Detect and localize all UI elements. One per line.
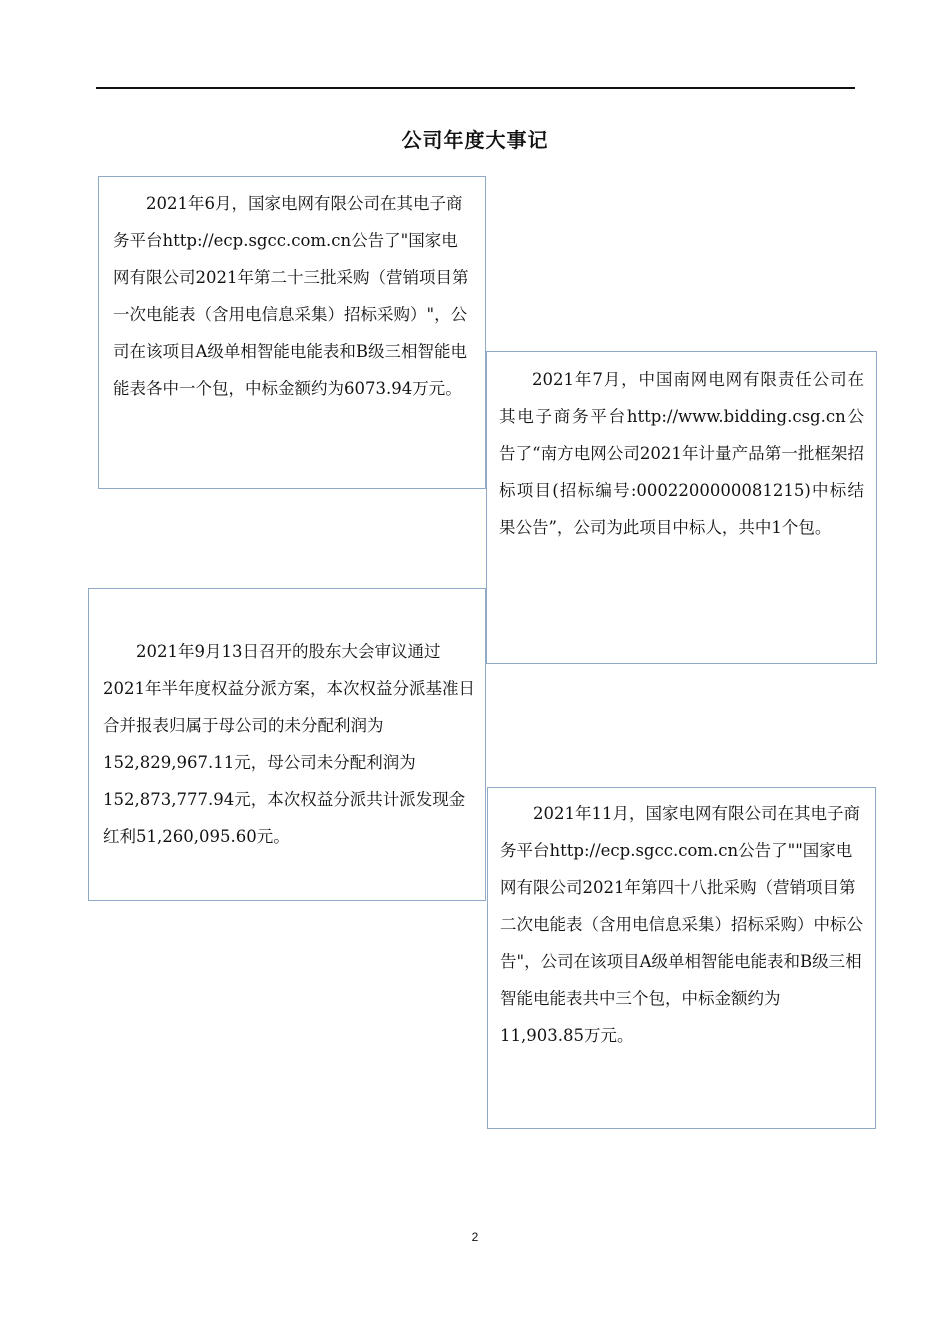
event-text: 2021年6月，国家电网有限公司在其电子商务平台http://ecp.sgcc.com.cn公告了"国家电网有限公司2021年第二十三批采购（营销项目第一次电能表（含用电信息采集）招标采购）"，公司在该项目A级单相智能电能表和B级三相智能电能表各中一个包，中标金额约为6073.94万元。 — [113, 194, 469, 398]
event-box-september — [88, 588, 486, 901]
page-title: 公司年度大事记 — [401, 128, 549, 152]
event-text: 2021年9月13日召开的股东大会审议通过2021年半年度权益分派方案，本次权益分派基准日合并报表归属于母公司的未分配利润为152,829,967.11元，母公司未分配利润为152,873,777.94元，本次权益分派共计派发现金红利51,260,095.60元。 — [103, 642, 475, 846]
event-text: 2021年7月，中国南网电网有限责任公司在其电子商务平台http://www.bidding.csg.cn公告了“南方电网公司2021年计量产品第一批框架招标项目(招标编号:0002200000081215)中标结果公告”，公司为此项目中标人，共中1个包。 — [499, 370, 864, 537]
event-box-november — [487, 787, 876, 1129]
event-box-june — [98, 176, 486, 489]
event-box-july — [486, 351, 877, 664]
page-number: 2 — [471, 1230, 479, 1244]
header-rule — [96, 87, 855, 89]
event-text: 2021年11月，国家电网有限公司在其电子商务平台http://ecp.sgcc.com.cn公告了""国家电网有限公司2021年第四十八批采购（营销项目第二次电能表（含用电信息采集）招标采购）中标公告"，公司在该项目A级单相智能电能表和B级三相智能电能表共中三个包，中标金额约为11,903.85万元。 — [500, 804, 863, 1045]
